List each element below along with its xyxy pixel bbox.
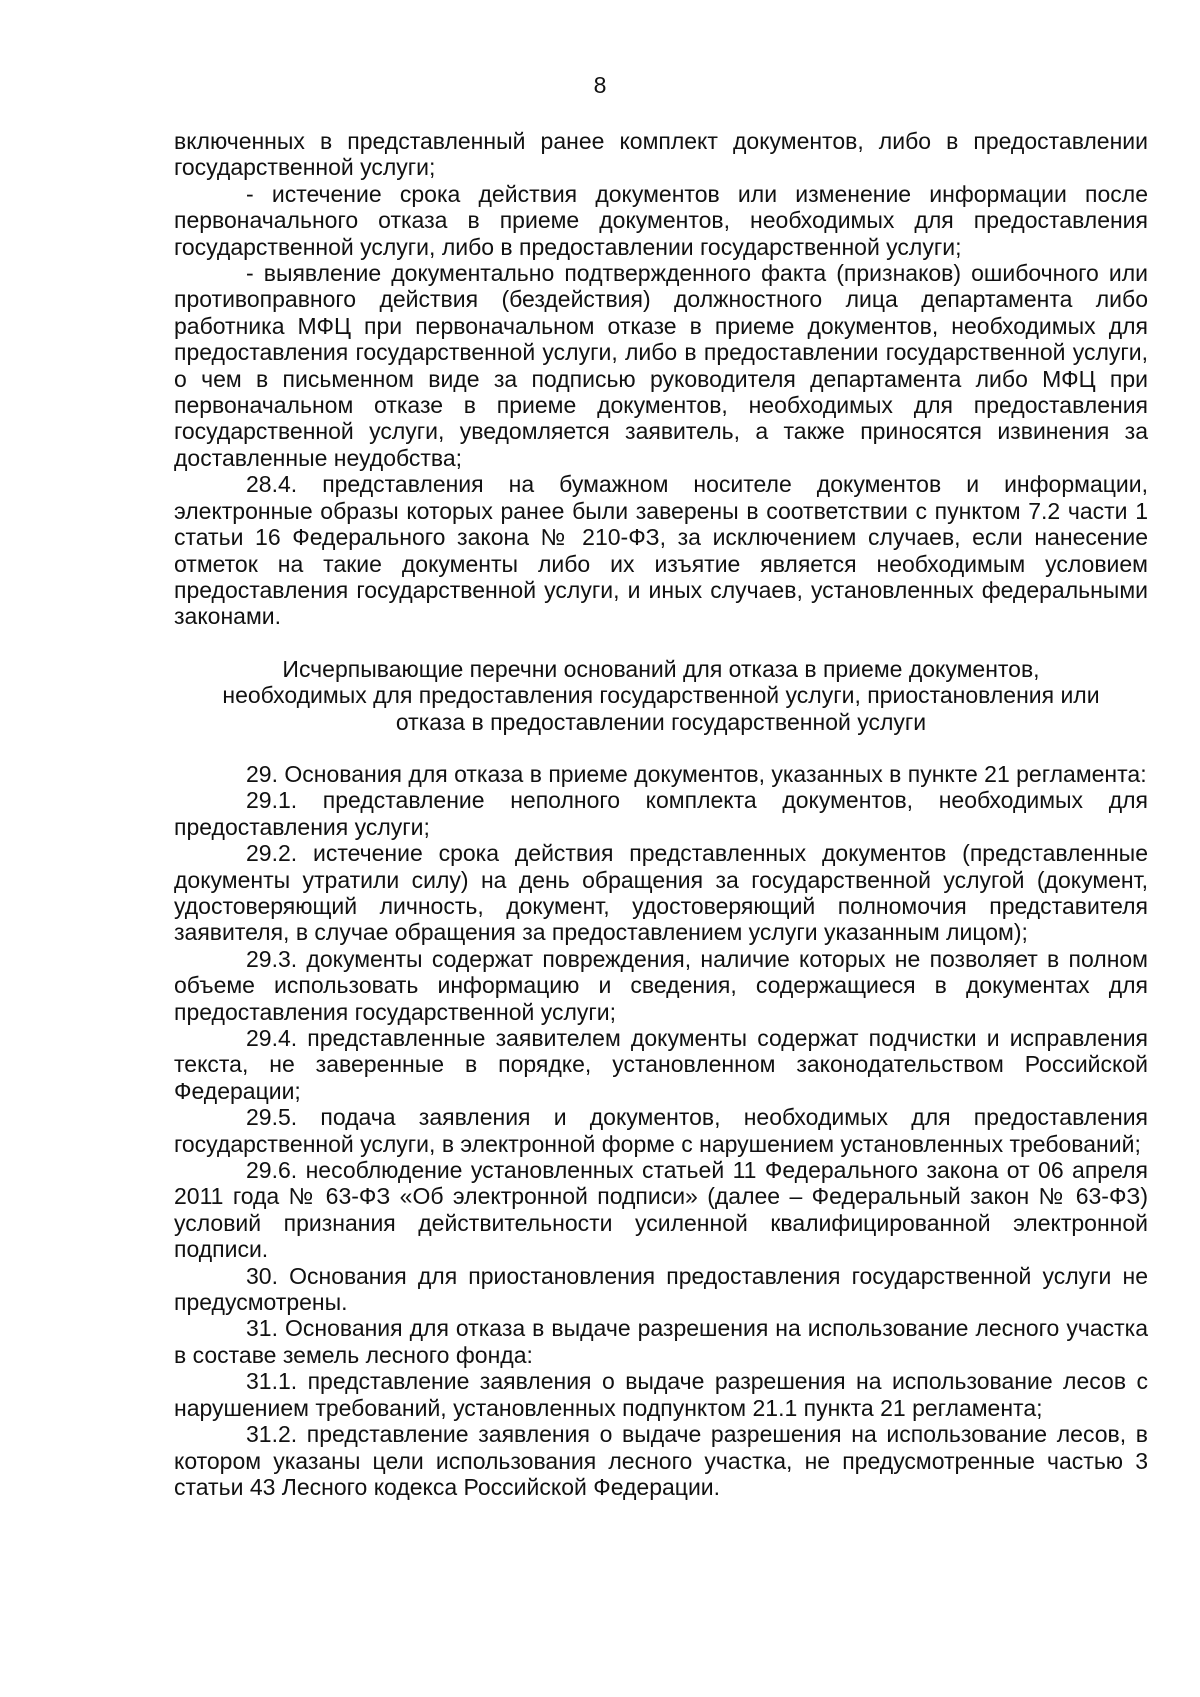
heading-line: необходимых для предоставления государственной услуги, приостановления или (222, 682, 1100, 709)
section-bottom (174, 761, 1148, 1500)
paragraph: включенных в представленный ранее комплект документов, либо в предоставлении государственной услуги; (174, 128, 1148, 181)
section-heading (174, 656, 1148, 735)
paragraph: 29.1. представление неполного комплекта документов, необходимых для предоставления услуги; (174, 787, 1148, 840)
paragraph: 30. Основания для приостановления предоставления государственной услуги не предусмотрены. (174, 1262, 1148, 1316)
paragraph: 29.3. документы содержат повреждения, наличие которых не позволяет в полном объеме использовать информацию и сведения, содержащиеся в документах для предоставления государственной услуги; (174, 945, 1148, 1025)
paragraph: - выявление документально подтвержденного факта (признаков) ошибочного или противоправного действия (бездействия) должностного лица департамента либо работника МФЦ при первоначальном отказе в приеме документов, необходимых для предоставления государственной услуги, либо в предоставлении государственной услуги, о чем в письменном виде за подписью руководителя департамента либо МФЦ при первоначальном отказе в приеме документов, необходимых для предоставления государственной услуги, уведомляется заявитель, а также приносятся извинения за доставленные неудобства; (174, 260, 1148, 471)
paragraph: - истечение срока действия документов или изменение информации после первоначального отказа в приеме документов, необходимых для предоставления государственной услуги, либо в предоставлении государственной услуги; (174, 180, 1148, 260)
paragraph: 28.4. представления на бумажном носителе документов и информации, электронные образы которых ранее были заверены в соответствии с пунктом 7.2 части 1 статьи 16 Федерального закона № 210-ФЗ, за исключением случаев, если нанесение отметок на такие документы либо их изъятие является необходимым условием предоставления государственной услуги, и иных случаев, установленных федеральными законами. (174, 471, 1148, 630)
paragraph: 31. Основания для отказа в выдаче разрешения на использование лесного участка в составе земель лесного фонда: (174, 1315, 1148, 1368)
paragraph: 31.1. представление заявления о выдаче разрешения на использование лесов с нарушением требований, установленных подпунктом 21.1 пункта 21 регламента; (174, 1368, 1148, 1421)
document-body (174, 128, 1148, 1500)
paragraph: 29. Основания для отказа в приеме документов, указанных в пункте 21 регламента: (246, 760, 1147, 787)
paragraph: 29.4. представленные заявителем документы содержат подчистки и исправления текста, не заверенные в порядке, установленном законодательством Российской Федерации; (174, 1025, 1148, 1104)
heading-line: Исчерпывающие перечни оснований для отказа в приеме документов, (282, 655, 1040, 682)
paragraph: 29.6. несоблюдение установленных статьей 11 Федерального закона от 06 апреля 2011 года № 63-ФЗ «Об электронной подписи» (далее – Федеральный закон № 63-ФЗ) условий признания действительности усиленной квалифицированной электронной подписи. (174, 1157, 1148, 1263)
paragraph: 29.5. подача заявления и документов, необходимых для предоставления государственной услуги, в электронной форме с нарушением установленных требований; (174, 1104, 1148, 1157)
section-top (174, 128, 1148, 630)
page-number: 8 (593, 72, 607, 98)
paragraph: 29.2. истечение срока действия представленных документов (представленные документы утратили силу) на день обращения за государственной услугой (документ, удостоверяющий личность, документ, удостоверяющий полномочия представителя заявителя, в случае обращения за предоставлением услуги указанным лицом); (174, 840, 1148, 946)
heading-line: отказа в предоставлении государственной услуги (395, 708, 927, 735)
paragraph: 31.2. представление заявления о выдаче разрешения на использование лесов, в котором указаны цели использования лесного участка, не предусмотренные частью 3 статьи 43 Лесного кодекса Российской Федерации. (174, 1421, 1148, 1500)
